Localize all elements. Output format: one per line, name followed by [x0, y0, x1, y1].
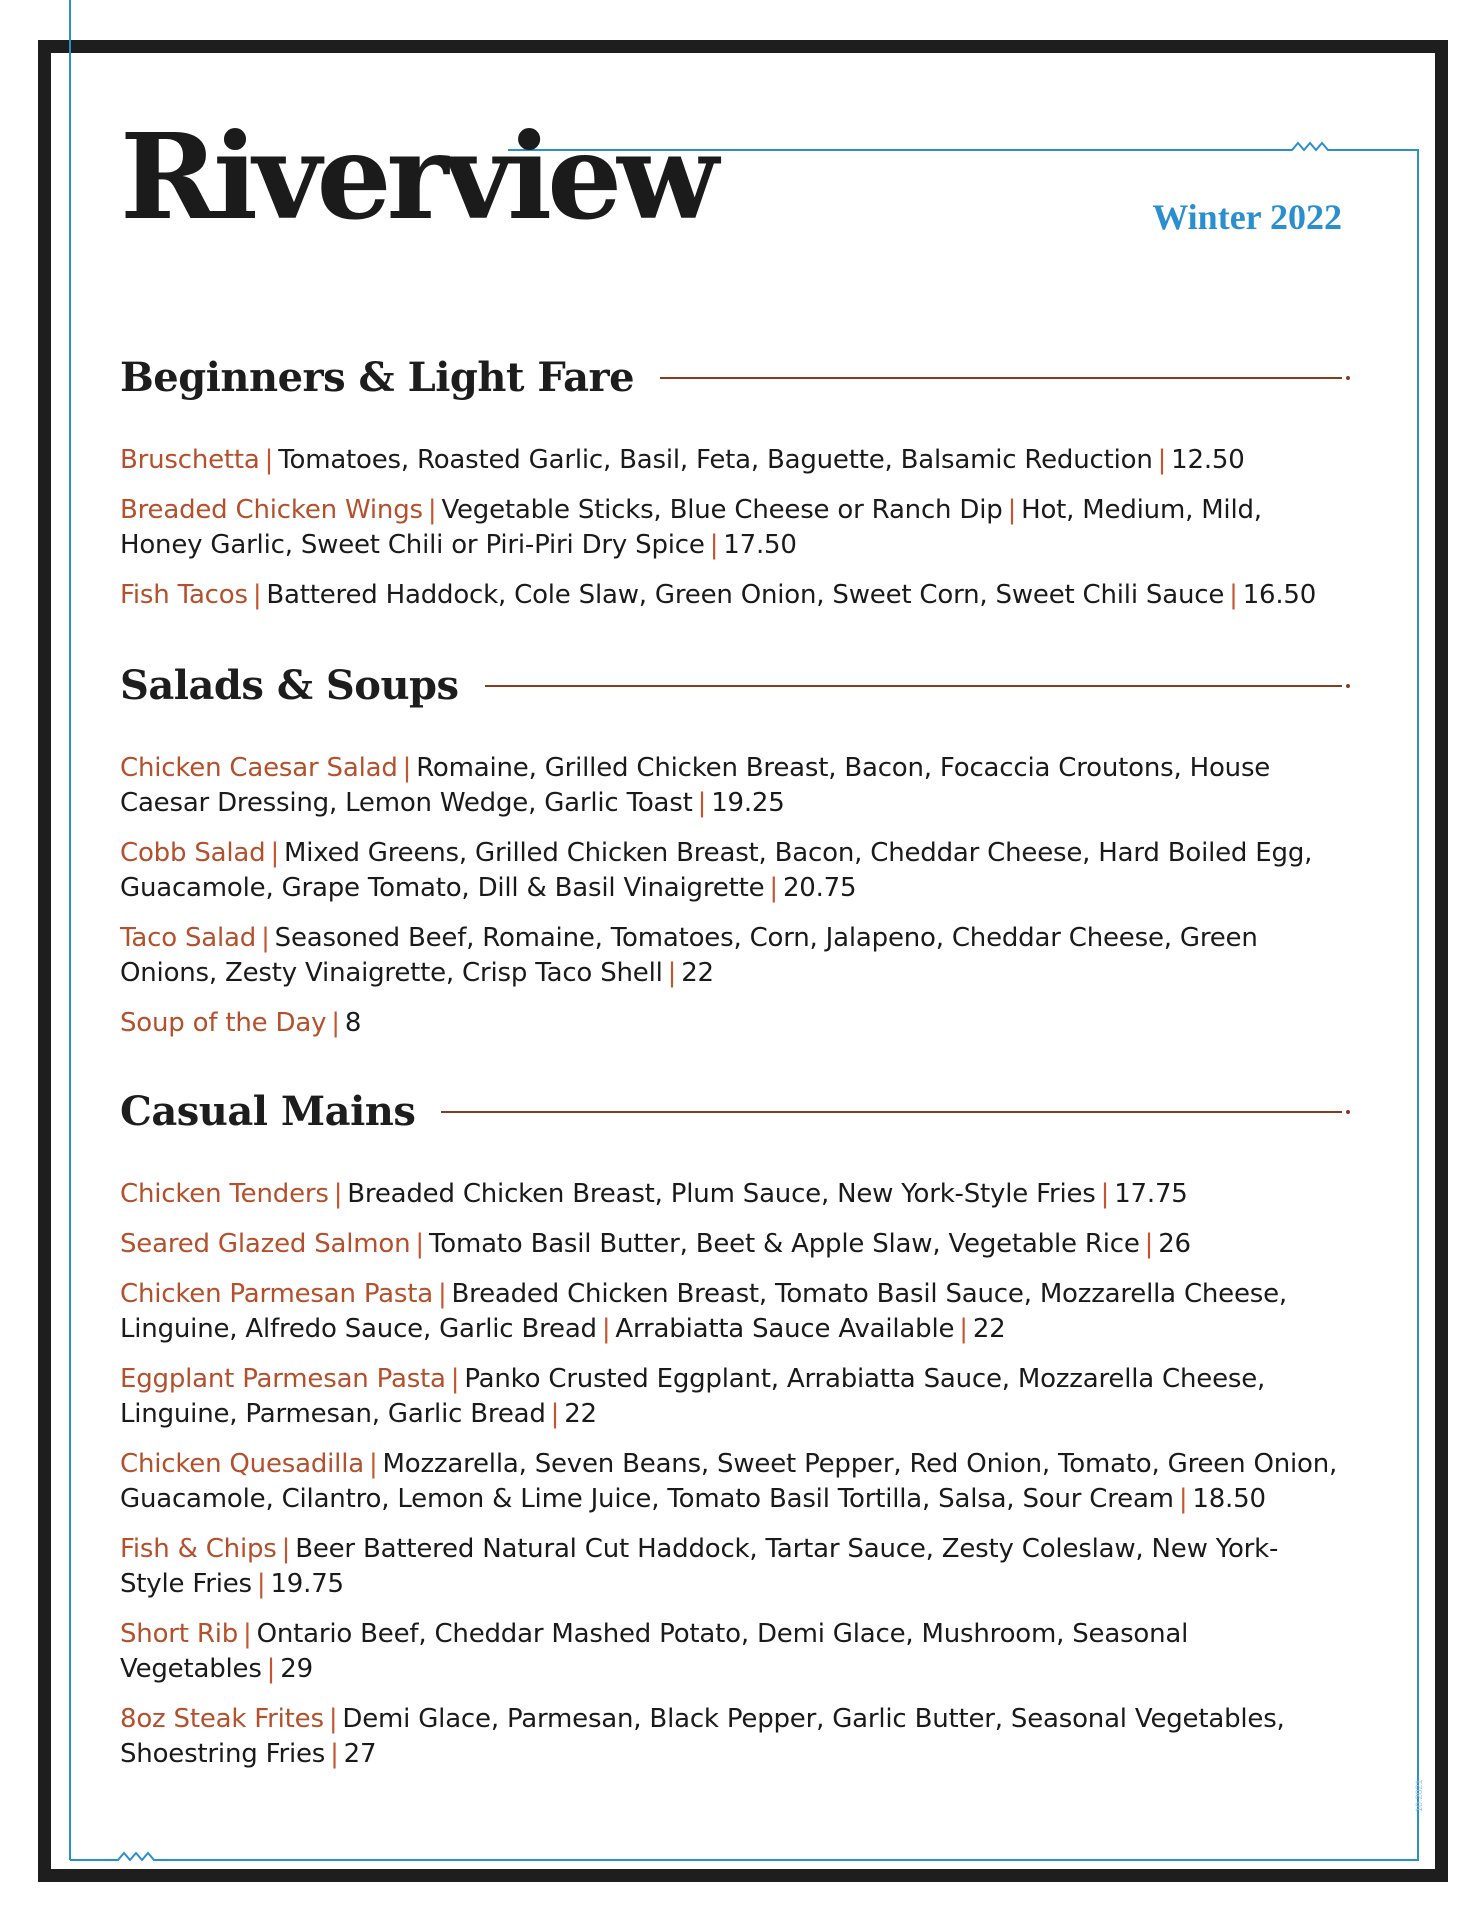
section-header: [120, 662, 1342, 709]
item-name: Cobb Salad: [120, 838, 266, 868]
item-price: 26: [1158, 1229, 1191, 1259]
item-price: 17.75: [1114, 1179, 1188, 1209]
item-price: 16.50: [1242, 580, 1317, 610]
item-name: Chicken Tenders: [120, 1179, 329, 1209]
item-price: 20.75: [782, 873, 857, 903]
item-description: Mixed Greens, Grilled Chicken Breast, Bacon, Cheddar Cheese, Hard Boiled Egg, Guacamole, Grape Tomato, Dill & Basil Vinaigrette: [120, 838, 1313, 903]
section-header: [120, 354, 1342, 401]
menu-item: Chicken Caesar Salad | Romaine, Grilled Chicken Breast, Bacon, Focaccia Croutons, House Caesar Dressing, Lemon Wedge, Garlic Toast | 19.25: [120, 753, 1271, 818]
menu-item: Soup of the Day | 8: [120, 1008, 362, 1038]
menu-item: Chicken Quesadilla | Mozzarella, Seven Beans, Sweet Pepper, Red Onion, Tomato, Green Onion, Guacamole, Cilantro, Lemon & Lime Juice, Tomato Basil Tortilla, Salsa, Sour Cream | 18.50: [120, 1449, 1338, 1514]
section-rule: [660, 377, 1342, 379]
item-description: Vegetable Sticks, Blue Cheese or Ranch Dip: [441, 495, 1003, 525]
menu-item: Cobb Salad | Mixed Greens, Grilled Chicken Breast, Bacon, Cheddar Cheese, Hard Boiled Egg, Guacamole, Grape Tomato, Dill & Basil Vinaigrette | 20.75: [120, 838, 1313, 903]
item-name: Breaded Chicken Wings: [120, 495, 423, 525]
menu-item: Seared Glazed Salmon | Tomato Basil Butter, Beet & Apple Slaw, Vegetable Rice | 26: [120, 1229, 1191, 1259]
item-options: Arrabiatta Sauce Available: [615, 1314, 955, 1344]
menu-item: Chicken Tenders | Breaded Chicken Breast, Plum Sauce, New York-Style Fries | 17.75: [120, 1179, 1188, 1209]
item-name: Fish & Chips: [120, 1534, 277, 1564]
item-description: Demi Glace, Parmesan, Black Pepper, Garlic Butter, Seasonal Vegetables, Shoestring Fries: [120, 1704, 1285, 1769]
menu-item: 8oz Steak Frites | Demi Glace, Parmesan, Black Pepper, Garlic Butter, Seasonal Vegetables, Shoestring Fries | 27: [120, 1704, 1285, 1769]
item-price: 8: [344, 1008, 362, 1038]
section-title: Salads & Soups: [120, 662, 459, 709]
item-name: Taco Salad: [120, 923, 257, 953]
item-description: Ontario Beef, Cheddar Mashed Potato, Demi Glace, Mushroom, Seasonal Vegetables: [120, 1619, 1189, 1684]
item-description: Panko Crusted Eggplant, Arrabiatta Sauce, Mozzarella Cheese, Linguine, Parmesan, Garlic Bread: [120, 1364, 1266, 1429]
menu-item: Short Rib | Ontario Beef, Cheddar Mashed Potato, Demi Glace, Mushroom, Seasonal Vegetables | 29: [120, 1619, 1189, 1684]
item-price: 22: [972, 1314, 1006, 1344]
menu-item: Fish & Chips | Beer Battered Natural Cut Haddock, Tartar Sauce, Zesty Coleslaw, New York-Style Fries | 19.75: [120, 1534, 1279, 1599]
item-name: Chicken Parmesan Pasta: [120, 1279, 433, 1309]
item-description: Mozzarella, Seven Beans, Sweet Pepper, Red Onion, Tomato, Green Onion, Guacamole, Cilantro, Lemon & Lime Juice, Tomato Basil Tortilla, Salsa, Sour Cream: [120, 1449, 1338, 1514]
restaurant-title: Riverview: [120, 107, 714, 246]
item-price: 27: [343, 1739, 377, 1769]
item-description: Seasoned Beef, Romaine, Tomatoes, Corn, Jalapeno, Cheddar Cheese, Green Onions, Zesty Vinaigrette, Crisp Taco Shell: [120, 923, 1258, 988]
item-name: Chicken Quesadilla: [120, 1449, 364, 1479]
item-price: 18.50: [1192, 1484, 1266, 1514]
item-description: Beer Battered Natural Cut Haddock, Tartar Sauce, Zesty Coleslaw, New York-Style Fries: [120, 1534, 1279, 1599]
section-rule: [441, 1111, 1342, 1113]
item-description: Breaded Chicken Breast, Plum Sauce, New York-Style Fries: [347, 1179, 1096, 1209]
menu-item-list: [120, 751, 1342, 1041]
section-title: Beginners & Light Fare: [120, 354, 635, 401]
menu-item: Eggplant Parmesan Pasta | Panko Crusted Eggplant, Arrabiatta Sauce, Mozzarella Cheese, Linguine, Parmesan, Garlic Bread | 22: [120, 1364, 1266, 1429]
menu-item: Bruschetta | Tomatoes, Roasted Garlic, Basil, Feta, Baguette, Balsamic Reduction | 12.50: [120, 445, 1245, 475]
section-title: Casual Mains: [120, 1088, 416, 1135]
item-price: 19.25: [711, 788, 785, 818]
menu-item-list: [120, 1177, 1342, 1772]
menu-item-list: [120, 443, 1342, 613]
menu-item: Chicken Parmesan Pasta | Breaded Chicken Breast, Tomato Basil Sauce, Mozzarella Cheese, Linguine, Alfredo Sauce, Garlic Bread | Arrabiatta Sauce Available | 22: [120, 1279, 1287, 1344]
item-price: 12.50: [1171, 445, 1245, 475]
item-price: 29: [280, 1654, 313, 1684]
item-name: Bruschetta: [120, 445, 260, 475]
item-price: 22: [681, 958, 714, 988]
item-description: Tomato Basil Butter, Beet & Apple Slaw, Vegetable Rice: [428, 1229, 1140, 1259]
menu-item: Taco Salad | Seasoned Beef, Romaine, Tomatoes, Corn, Jalapeno, Cheddar Cheese, Green Onions, Zesty Vinaigrette, Crisp Taco Shell | 22: [120, 923, 1258, 988]
item-price: 22: [564, 1399, 597, 1429]
item-name: Eggplant Parmesan Pasta: [120, 1364, 446, 1394]
section-salads-soups: [120, 662, 1342, 1056]
section-header: [120, 1088, 1342, 1135]
item-price: 17.50: [723, 530, 797, 560]
menu-item: Breaded Chicken Wings | Vegetable Sticks, Blue Cheese or Ranch Dip | Hot, Medium, Mild, Honey Garlic, Sweet Chili or Piri-Piri Dry Spice | 17.50: [120, 495, 1262, 560]
section-beginners: [120, 354, 1342, 628]
item-description: Battered Haddock, Cole Slaw, Green Onion, Sweet Corn, Sweet Chili Sauce: [266, 580, 1225, 610]
item-description: Breaded Chicken Breast, Tomato Basil Sauce, Mozzarella Cheese, Linguine, Alfredo Sauce, Garlic Bread: [120, 1279, 1287, 1344]
item-name: 8oz Steak Frites: [120, 1704, 324, 1734]
item-price: 19.75: [270, 1569, 344, 1599]
section-rule: [485, 685, 1342, 687]
item-name: Fish Tacos: [120, 580, 248, 610]
item-description: Romaine, Grilled Chicken Breast, Bacon, Focaccia Croutons, House Caesar Dressing, Lemon Wedge, Garlic Toast: [120, 753, 1271, 818]
item-name: Soup of the Day: [120, 1008, 327, 1038]
menu-item: Fish Tacos | Battered Haddock, Cole Slaw, Green Onion, Sweet Corn, Sweet Chili Sauce | 16.50: [120, 580, 1317, 610]
item-description: Tomatoes, Roasted Garlic, Basil, Feta, Baguette, Balsamic Reduction: [278, 445, 1153, 475]
item-name: Chicken Caesar Salad: [120, 753, 398, 783]
item-name: Short Rib: [120, 1619, 239, 1649]
section-casual-mains: [120, 1088, 1342, 1787]
season-label: Winter 2022: [1152, 197, 1342, 237]
item-name: Seared Glazed Salmon: [120, 1229, 411, 1259]
print-code: 10.2021: [1414, 1779, 1424, 1812]
item-options: Hot, Medium, Mild, Honey Garlic, Sweet Chili or Piri-Piri Dry Spice: [120, 495, 1262, 560]
